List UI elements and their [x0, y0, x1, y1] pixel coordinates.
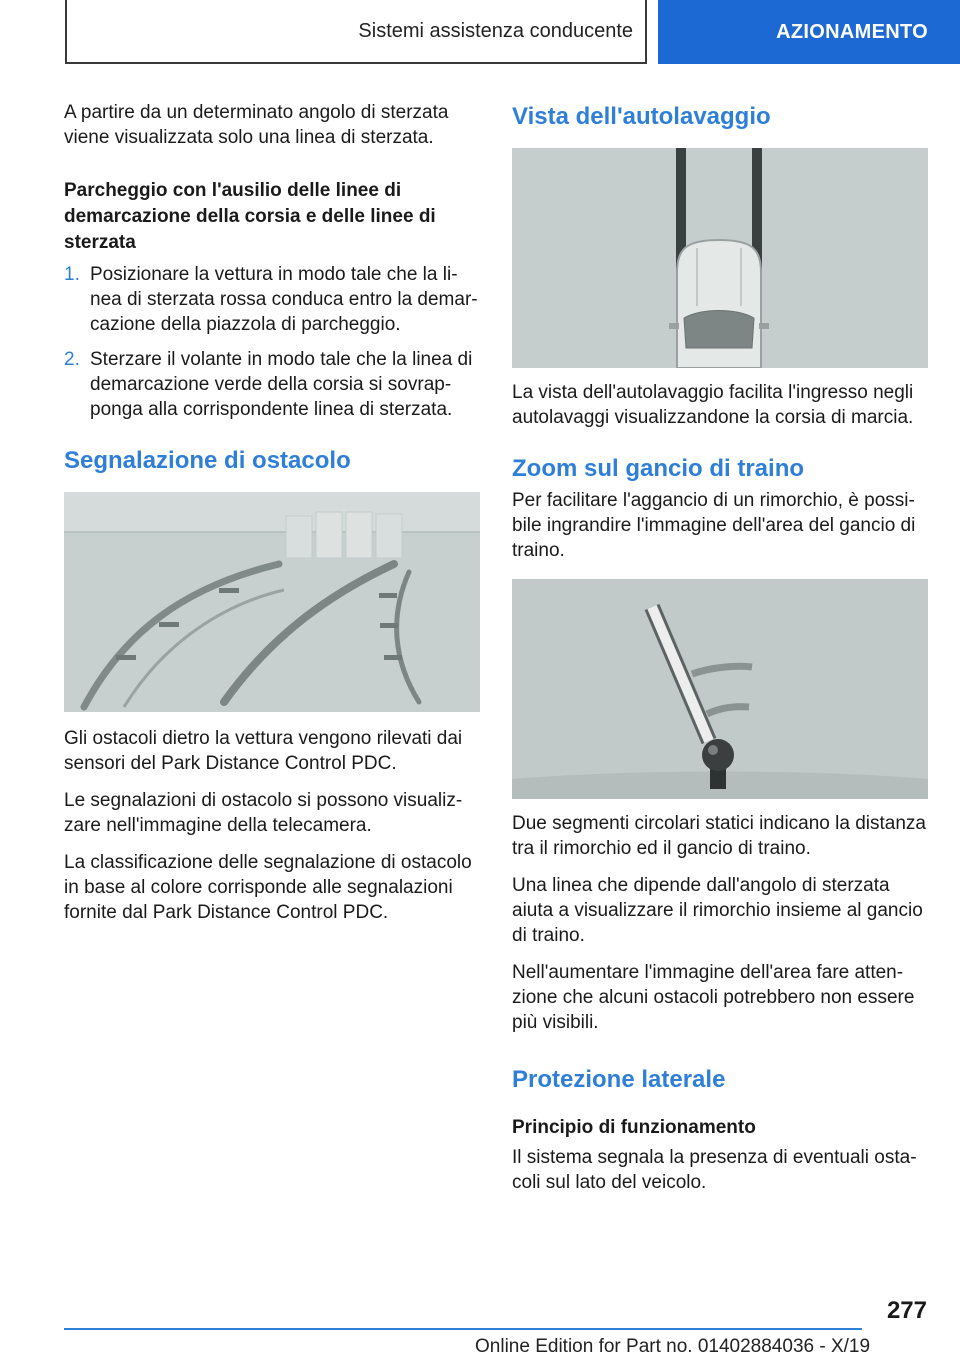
step-number: 1. — [64, 264, 80, 285]
list-item — [64, 262, 480, 337]
zoom-paragraph-3: Una linea che dipende dall'angolo di sterzata aiuta a visualizzare il rimorchio insieme al gancio di traino. — [512, 875, 923, 946]
parking-steps — [64, 262, 480, 422]
principle-paragraph: Il sistema segnala la presenza di eventuali ostacoli sul lato del veicolo. — [512, 1147, 917, 1193]
step-text: Posizionare la vettura in modo tale che la linea di sterzata rossa conduca entro la demarcazione della piazzola di parcheggio. — [90, 264, 478, 335]
list-item — [64, 347, 480, 422]
footer-edition: Online Edition for Part no. 01402884036 - X/19 — [475, 1336, 871, 1357]
side-protection-heading: Protezione laterale — [512, 1066, 726, 1093]
intro-paragraph: A partire da un determinato angolo di sterzata viene visualizzata solo una linea di sterzata. — [64, 102, 449, 148]
header-section-title: Sistemi assistenza conducente — [358, 19, 633, 42]
carwash-illustration — [512, 148, 928, 368]
zoom-paragraph-4: Nell'aumentare l'immagine dell'area fare attenzione che alcuni ostacoli potrebbero non essere più visibili. — [512, 962, 915, 1033]
header-section — [65, 0, 647, 64]
header-chapter-tab — [658, 0, 960, 64]
step-text: Sterzare il volante in modo tale che la linea di demarcazione verde della corsia si sovrapponga alla corrispondente linea di sterzata. — [90, 349, 473, 420]
obstacle-heading: Segnalazione di ostacolo — [64, 447, 351, 474]
zoom-paragraph-2: Due segmenti circolari statici indicano la distanza tra il rimorchio ed il gancio di traino. — [512, 813, 926, 859]
tow-hitch-illustration — [512, 579, 928, 799]
left-column — [64, 100, 480, 937]
parking-heading: Parcheggio con l'ausilio delle linee di demarcazione della corsia e delle linee di sterzata — [64, 180, 436, 253]
carwash-heading: Vista dell'autolavaggio — [512, 103, 771, 130]
carwash-paragraph: La vista dell'autolavaggio facilita l'ingresso negli autolavaggi visualizzandone la corsia di marcia. — [512, 382, 914, 428]
obstacle-paragraph-2: Le segnalazioni di ostacolo si possono visualizzare nell'immagine della telecamera. — [64, 790, 463, 836]
obstacle-paragraph-3: La classificazione delle segnalazione di ostacolo in base al colore corrisponde alle segnalazioni fornite dal Park Distance Control PDC. — [64, 852, 472, 923]
zoom-paragraph-1: Per facilitare l'aggancio di un rimorchio, è possibile ingrandire l'immagine dell'area del gancio di traino. — [512, 490, 916, 561]
principle-heading: Principio di funzionamento — [512, 1117, 756, 1138]
page-number: 277 — [886, 1297, 927, 1324]
footer-divider — [64, 1328, 862, 1330]
step-number: 2. — [64, 349, 80, 370]
header-chapter-title: AZIONAMENTO — [776, 20, 928, 43]
obstacle-illustration — [64, 492, 480, 712]
obstacle-paragraph-1: Gli ostacoli dietro la vettura vengono rilevati dai sensori del Park Distance Control PDC. — [64, 728, 463, 774]
zoom-heading: Zoom sul gancio di traino — [512, 455, 805, 482]
right-column — [512, 100, 928, 1207]
